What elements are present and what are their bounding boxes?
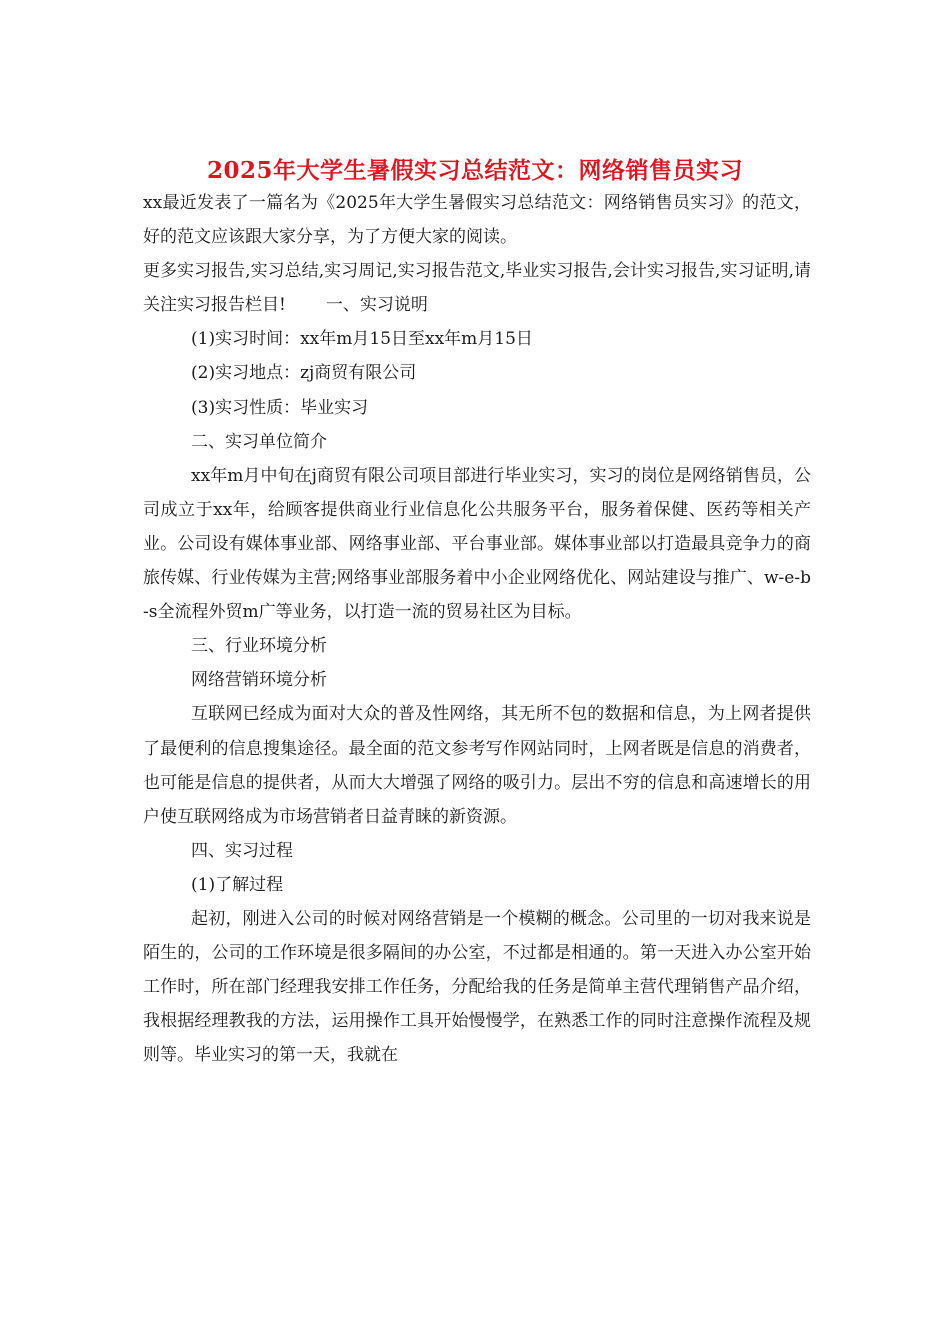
section-3-body: 互联网已经成为面对大众的普及性网络，其无所不包的数据和信息，为上网者提供了最便利的信息搜集途径。最全面的范文参考写作网站同时，上网者既是信息的消费者，也可能是信息的提供者，从而大大增强了网络的吸引力。层出不穷的信息和高速增长的用户使互联网络成为市场营销者日益青睐的新资源。	[143, 704, 811, 827]
intro-links-text: 更多实习报告,实习总结,实习周记,实习报告范文,毕业实习报告,会计实习报告,实习证明,请关注实习报告栏目!	[143, 261, 811, 316]
section-4-body: 起初，刚进入公司的时候对网络营销是一个模糊的概念。公司里的一切对我来说是陌生的，公司的工作环境是很多隔间的办公室，不过都是相通的。第一天进入办公室开始工作时，所在部门经理我安排工作任务，分配给我的任务是简单主营代理销售产品介绍，我根据经理教我的方法，运用操作工具开始慢慢学，在熟悉工作的同时注意操作流程及规则等。毕业实习的第一天，我就在	[143, 908, 811, 1066]
item-internship-time: (1)实习时间：xx年m月15日至xx年m月15日	[191, 329, 533, 350]
item-internship-nature: (3)实习性质：毕业实习	[191, 397, 369, 418]
section-2-body: xx年m月中旬在j商贸有限公司项目部进行毕业实习，实习的岗位是网络销售员，公司成立于xx年，给顾客提供商业行业信息化公共服务平台，服务着保健、医药等相关产业。公司设有媒体事业部、网络事业部、平台事业部。媒体事业部以打造最具竞争力的商旅传媒、行业传媒为主营;网络事业部服务着中小企业网络优化、网站建设与推广、w-e-b-s全流程外贸m广等业务，以打造一流的贸易社区为目标。	[143, 465, 811, 623]
document-body	[143, 186, 811, 1072]
section-1-heading: 一、实习说明	[325, 295, 428, 316]
section-2-heading: 二、实习单位简介	[191, 431, 327, 452]
intro-links-paragraph	[143, 254, 811, 322]
section-3-subheading: 网络营销环境分析	[191, 670, 327, 691]
section-4-heading: 四、实习过程	[191, 840, 293, 861]
section-4-subheading: (1)了解过程	[191, 874, 284, 895]
document-title: 2025年大学生暑假实习总结范文：网络销售员实习	[206, 157, 743, 184]
section-3-heading: 三、行业环境分析	[191, 636, 327, 657]
item-internship-place: (2)实习地点：zj商贸有限公司	[191, 363, 417, 384]
intro-paragraph: xx最近发表了一篇名为《2025年大学生暑假实习总结范文：网络销售员实习》的范文，好的范文应该跟大家分享，为了方便大家的阅读。	[143, 193, 811, 248]
